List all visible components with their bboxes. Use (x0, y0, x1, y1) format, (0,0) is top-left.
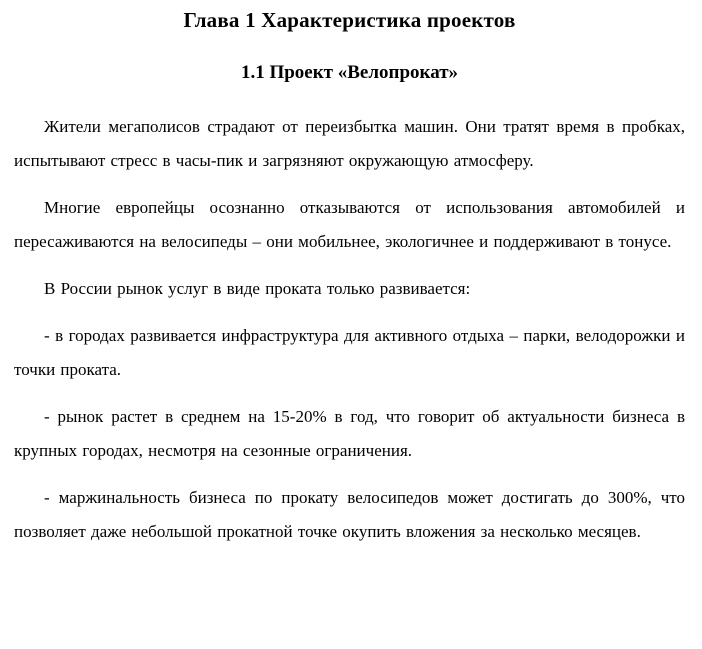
paragraph-europeans-bikes: Многие европейцы осознанно отказываются от использования автомобилей и пересаживаются на велосипеды – они мобильнее, экологичнее и поддерживают в тонусе. (14, 198, 685, 251)
paragraph-bullet-infrastructure: - в городах развивается инфраструктура для активного отдыха – парки, велодорожки и точки проката. (14, 326, 685, 379)
chapter-title: Глава 1 Характеристика проектов (183, 8, 516, 32)
paragraph-bullet-market-growth: - рынок растет в среднем на 15-20% в год, что говорит об актуальности бизнеса в крупных городах, несмотря на сезонные ограничения. (14, 407, 685, 460)
paragraph-bullet-margin: - маржинальность бизнеса по прокату велосипедов может достигать до 300%, что позволяет даже небольшой прокатной точке окупить вложения за несколько месяцев. (14, 488, 685, 541)
section-title: 1.1 Проект «Велопрокат» (240, 62, 459, 83)
paragraph-intro-cars: Жители мегаполисов страдают от переизбытка машин. Они тратят время в пробках, испытывают стресс в часы-пик и загрязняют окружающую атмосферу. (14, 117, 685, 170)
paragraph-russia-market: В России рынок услуг в виде проката только развивается: (44, 279, 471, 298)
